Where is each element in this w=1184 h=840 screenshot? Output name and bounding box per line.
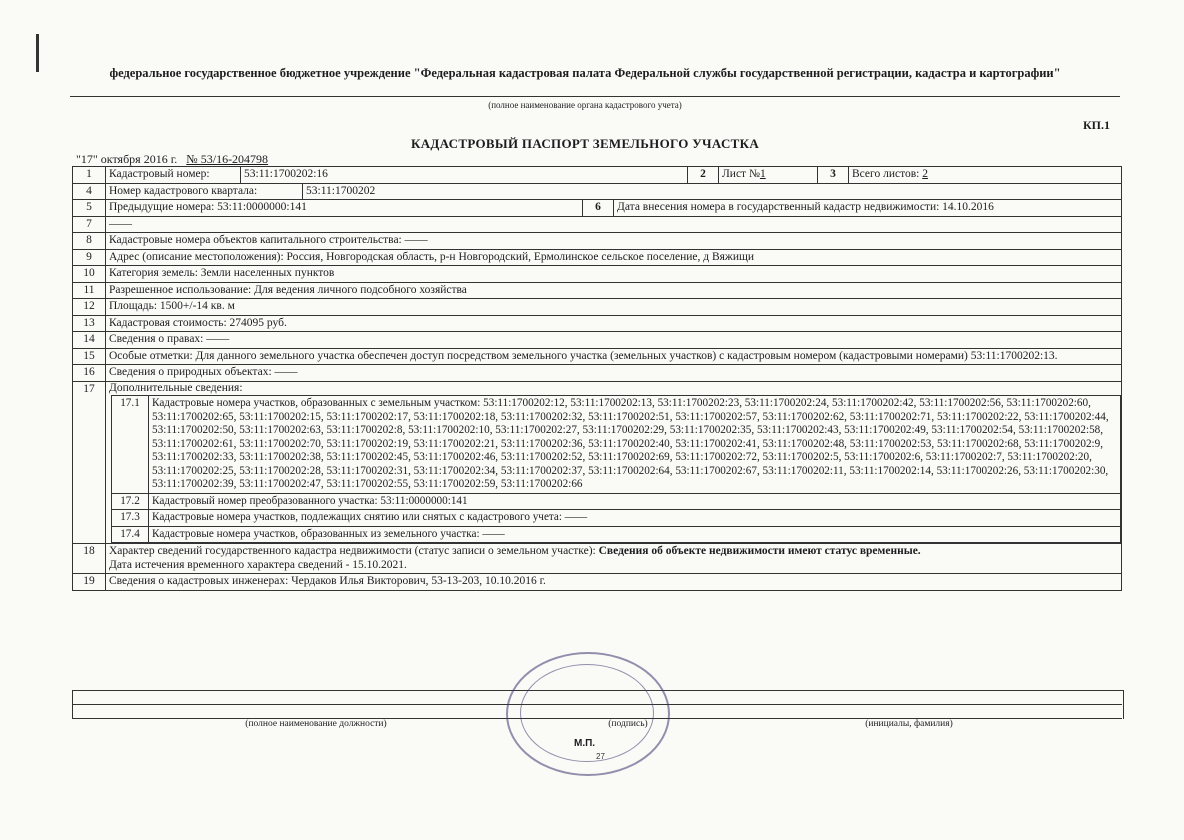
row-number: 9: [73, 249, 106, 266]
cadastral-engineers: Сведения о кадастровых инженерах: Чердаков Илья Викторович, 53-13-203, 10.10.2016 г.: [106, 574, 1122, 591]
row-7: [73, 216, 1122, 233]
address: Адрес (описание местоположения): Россия, Новгородская область, р-н Новгородский, Ермолинское сельское поселение, д Вяжищи: [106, 249, 1122, 266]
organization-caption: (полное наименование органа кадастрового учета): [488, 100, 682, 110]
permitted-use: Разрешенное использование: Для ведения личного подсобного хозяйства: [106, 282, 1122, 299]
transformed-plot: Кадастровый номер преобразованного участка: 53:11:0000000:141: [149, 493, 1121, 510]
special-notes: Особые отметки: Для данного земельного участка обеспечен доступ посредством земельного участка (земельных участков) с кадастровым номером (кадастровыми номерами) 53:11:1700202:13.: [106, 348, 1122, 365]
row-number: 14: [73, 332, 106, 349]
row-number: 13: [73, 315, 106, 332]
row-7-text: ——: [106, 216, 1122, 233]
row-19: [73, 574, 1122, 591]
form-code: КП.1: [1082, 118, 1110, 132]
row-number: 4: [73, 183, 106, 200]
record-status: [106, 544, 1122, 574]
row-number: 15: [73, 348, 106, 365]
area: Площадь: 1500+/-14 кв. м: [106, 299, 1122, 316]
row-number: 17: [73, 381, 106, 544]
row-1: [73, 167, 1122, 184]
land-category: Категория земель: Земли населенных пунктов: [106, 266, 1122, 283]
row-9: [73, 249, 1122, 266]
cadastral-number-label: Кадастровый номер:: [109, 168, 210, 180]
row-number: 5: [73, 200, 106, 217]
sheet-field: [719, 167, 818, 183]
row-number: 8: [73, 233, 106, 250]
rights-info: Сведения о правах: ——: [106, 332, 1122, 349]
passport-table: [72, 166, 1122, 591]
subrow-number: 17.1: [112, 396, 149, 494]
subrow-17-2: [112, 493, 1121, 510]
sheet-cell-number: 2: [688, 167, 719, 183]
position-caption: (полное наименование должности): [72, 718, 560, 729]
row-8: [73, 233, 1122, 250]
row-number: 7: [73, 216, 106, 233]
cadastral-value: Кадастровая стоимость: 274095 руб.: [106, 315, 1122, 332]
row-4: [73, 183, 1122, 200]
total-cell-number: 3: [818, 167, 849, 183]
row-5: [73, 200, 1122, 217]
derived-plots: Кадастровые номера участков, образованных из земельного участка: ——: [149, 526, 1121, 543]
row-number: 1: [73, 167, 106, 184]
sign-caption: (подпись): [560, 718, 696, 729]
capital-objects: Кадастровые номера объектов капитального строительства: ——: [106, 233, 1122, 250]
stamp-number: 27: [596, 752, 605, 761]
row-13: [73, 315, 1122, 332]
row-10: [73, 266, 1122, 283]
subrow-17-1: [112, 396, 1121, 494]
stamp-label: М.П.: [574, 738, 596, 749]
additional-info-label: Дополнительные сведения:: [109, 381, 243, 394]
subrow-number: 17.4: [112, 526, 149, 543]
subrow-17-4: [112, 526, 1121, 543]
margin-mark: [36, 34, 39, 72]
row-number: 19: [73, 574, 106, 591]
removed-plots: Кадастровые номера участков, подлежащих снятию или снятых с кадастрового учета: ——: [149, 510, 1121, 527]
number-entry-date: Дата внесения номера в государственный кадастр недвижимости: 14.10.2016: [614, 200, 1122, 216]
row-15: [73, 348, 1122, 365]
row-18: [73, 544, 1122, 574]
total-sheets-field: [849, 167, 1122, 183]
record-status-value: Сведения об объекте недвижимости имеют статус временные.: [598, 545, 921, 557]
quarter-number-value: 53:11:1700202: [303, 184, 1122, 200]
cadastral-number-value: 53:11:1700202:16: [241, 167, 688, 183]
name-caption: (инициалы, фамилия): [696, 718, 1122, 729]
subrow-17-3: [112, 510, 1121, 527]
sheet-label: Лист №: [722, 168, 760, 180]
row-14: [73, 332, 1122, 349]
previous-numbers: Предыдущие номера: 53:11:0000000:141: [109, 201, 307, 213]
quarter-number-label: Номер кадастрового квартала:: [109, 184, 258, 197]
row-number: 16: [73, 365, 106, 382]
record-status-label: Характер сведений государственного кадастра недвижимости (статус записи о земельном участке):: [109, 545, 599, 557]
additional-info-subtable: [111, 395, 1121, 543]
expiry-date: Дата истечения временного характера сведений - 15.10.2021.: [109, 558, 407, 571]
document-date: "17" октября 2016 г.: [76, 152, 178, 166]
document-number: № 53/16-204798: [186, 152, 269, 166]
total-sheets-label: Всего листов:: [852, 168, 920, 180]
sheet-value: 1: [759, 168, 766, 180]
total-sheets-value: 2: [922, 168, 928, 180]
row-1-cells: [106, 167, 1121, 183]
organization-underline: [70, 96, 1120, 97]
row-16: [73, 365, 1122, 382]
row-number: 11: [73, 282, 106, 299]
row-6-number: 6: [583, 200, 614, 216]
document-date-line: [76, 152, 268, 167]
row-11: [73, 282, 1122, 299]
row-number: 12: [73, 299, 106, 316]
row-number: 18: [73, 544, 106, 574]
document-title: КАДАСТРОВЫЙ ПАСПОРТ ЗЕМЕЛЬНОГО УЧАСТКА: [410, 136, 760, 151]
natural-objects: Сведения о природных объектах: ——: [106, 365, 1122, 382]
formed-plots-list: Кадастровые номера участков, образованных с земельным участком: 53:11:1700202:12, 53:11:1700202:13, 53:11:1700202:23, 53:11:1700202:24, 53:11:1700202:42, 53:11:1700202:56, 53:11:1700202:60, 53:11:1700202:65, 53:11:1700202:15, 53:11:1700202:17, 53:11:1700202:18, 53:11:1700202:32, 53:11:1700202:51, 53:11:1700202:57, 53:11:1700202:62, 53:11:1700202:71, 53:11:1700202:22, 53:11:1700202:44, 53:11:1700202:50, 53:11:1700202:63, 53:11:1700202:8, 53:11:1700202:10, 53:11:1700202:27, 53:11:1700202:29, 53:11:1700202:35, 53:11:1700202:43, 53:11:1700202:49, 53:11:1700202:54, 53:11:1700202:58, 53:11:1700202:61, 53:11:1700202:70, 53:11:1700202:19, 53:11:1700202:21, 53:11:1700202:36, 53:11:1700202:40, 53:11:1700202:41, 53:11:1700202:48, 53:11:1700202:53, 53:11:1700202:68, 53:11:1700202:9, 53:11:1700202:33, 53:11:1700202:38, 53:11:1700202:45, 53:11:1700202:46, 53:11:1700202:52, 53:11:1700202:69, 53:11:1700202:72, 53:11:1700202:5, 53:11:1700202:6, 53:11:1700202:7, 53:11:1700202:20, 53:11:1700202:25, 53:11:1700202:28, 53:11:1700202:31, 53:11:1700202:34, 53:11:1700202:37, 53:11:1700202:64, 53:11:1700202:67, 53:11:1700202:11, 53:11:1700202:14, 53:11:1700202:26, 53:11:1700202:30, 53:11:1700202:39, 53:11:1700202:47, 53:11:1700202:55, 53:11:1700202:59, 53:11:1700202:66: [149, 396, 1121, 494]
organization-name: федеральное государственное бюджетное учреждение "Федеральная кадастровая палата Федеральной службы государственной регистрации, кадастра и картографии": [109, 66, 1061, 80]
subrow-number: 17.3: [112, 510, 149, 527]
row-17: [73, 381, 1122, 544]
subrow-number: 17.2: [112, 493, 149, 510]
row-12: [73, 299, 1122, 316]
row-number: 10: [73, 266, 106, 283]
